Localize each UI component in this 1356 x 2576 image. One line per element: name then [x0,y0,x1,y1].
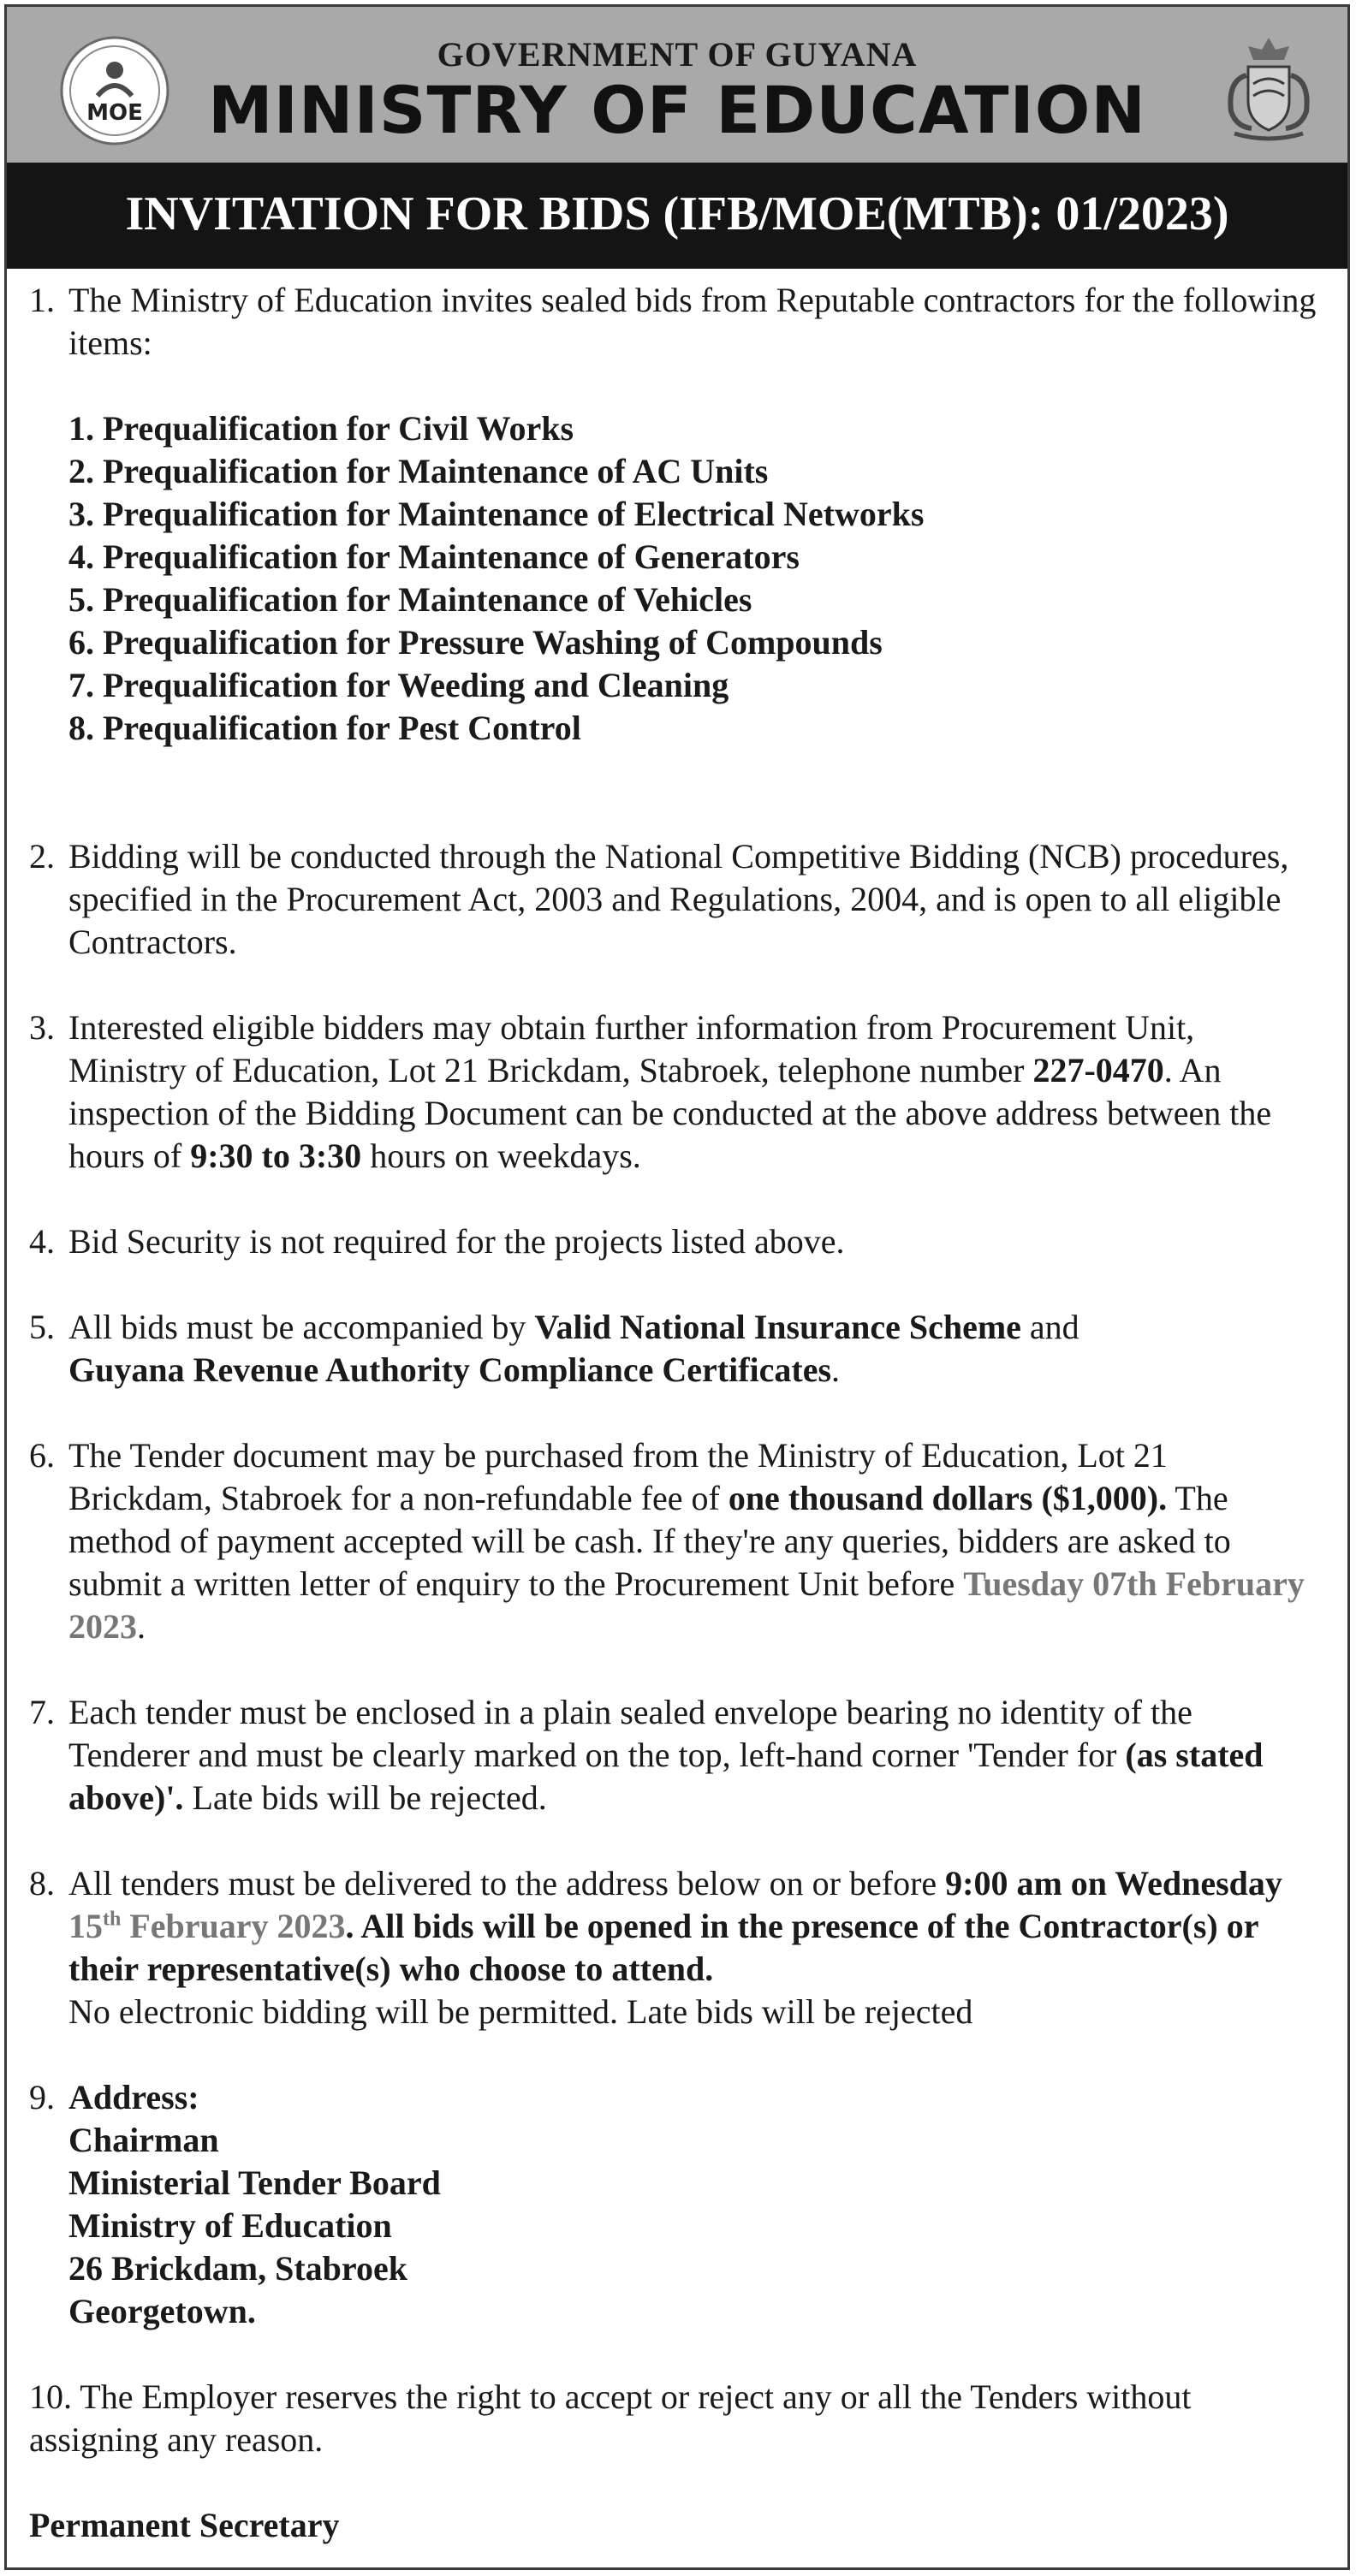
address-line: Georgetown. [68,2292,256,2330]
list-item: 3. Prequalification for Maintenance of Electrical Networks [68,495,925,533]
list-item: 6. Prequalification for Pressure Washing of Compounds [68,623,883,662]
signoff: Permanent Secretary [29,2506,340,2544]
address-label: Address: [68,2078,199,2116]
paragraph-number: 2. [29,837,55,875]
paragraph-text: Each tender must be enclosed in a plain sealed envelope bearing no identity of the Tenderer and must be clearly marked on the top, left-hand corner 'Tender for (as stated above)'. Late bids will be rejected. [68,1693,1264,1817]
paragraph-number: 8. [29,1864,55,1902]
list-item: 2. Prequalification for Maintenance of AC Units [68,452,769,490]
list-item: 4. Prequalification for Maintenance of Generators [68,537,800,576]
header [7,7,1347,163]
paragraph-10 [29,2376,1322,2461]
advertisement-frame [4,4,1350,2570]
paragraph-text: Bidding will be conducted through the National Competitive Bidding (NCB) procedures, specified in the Procurement Act, 2003 and Regulations, 2004, and is open to all eligible Contractors. [68,837,1289,961]
list-item: 7. Prequalification for Weeding and Cleaning [68,666,729,704]
phone-number: 227-0470 [1032,1051,1164,1089]
list-item: 8. Prequalification for Pest Control [68,709,581,747]
paragraph-number: 3. [29,1008,55,1047]
address-line: Chairman [68,2121,219,2159]
ifb-title: INVITATION FOR BIDS (IFB/MOE(MTB): 01/2023) [125,187,1229,240]
address-line: Ministerial Tender Board [68,2163,441,2202]
paragraph-text: Interested eligible bidders may obtain further information from Procurement Unit, Ministry of Education, Lot 21 Brickdam, Stabroek, telephone number 227-0470. An inspection of the Bidding Document can be conducted at the above address between the hours of 9:30 to 3:30 hours on weekdays. [68,1008,1272,1175]
inspection-hours: 9:30 to 3:30 [190,1137,362,1175]
paragraph-number: 6. [29,1436,55,1475]
address-block [68,2119,441,2333]
paragraph-number: 1. [29,281,55,319]
paragraph-text: The Tender document may be purchased from the Ministry of Education, Lot 21 Brickdam, Stabroek for a non-refundable fee of one thousand dollars ($1,000). The method of payment accepted will be cash. If they're any queries, bidders are asked to submit a written letter of enquiry to the Procurement Unit before Tuesday 07th February 2023. [68,1436,1305,1646]
paragraph-number: 10. [29,2377,72,2416]
government-title: GOVERNMENT OF GUYANA [437,35,918,74]
title-banner [7,163,1347,269]
paragraph-text: All tenders must be delivered to the address below on or before 9:00 am on Wednesday 15th February 2023. All bids will be opened in the presence of the Contractor(s) or their representative(s) who choose to attend. No electronic bidding will be permitted. Late bids will be rejected [68,1864,1282,2031]
paragraph-text: All bids must be accompanied by Valid National Insurance Scheme and Guyana Revenue Authority Compliance Certificates. [68,1308,1079,1389]
paragraph-number: 9. [29,2078,55,2116]
paragraph-number: 5. [29,1308,55,1346]
tender-fee: one thousand dollars ($1,000). [728,1479,1168,1517]
submission-date: 15th February 2023 [68,1907,346,1945]
paragraph-number: 4. [29,1222,55,1261]
guyana-coat-of-arms-icon [1216,33,1322,145]
paragraph-text: Bid Security is not required for the projects listed above. [68,1222,845,1261]
ministry-title: MINISTRY OF EDUCATION [208,72,1146,148]
list-item: 5. Prequalification for Maintenance of Vehicles [68,580,752,619]
address-line: Ministry of Education [68,2206,392,2245]
enquiry-deadline: Tuesday 07th February 2023 [68,1564,1305,1646]
paragraph-text: 10. The Employer reserves the right to accept or reject any or all the Tenders without assigning any reason. [29,2377,1192,2459]
paragraph-text: The Ministry of Education invites sealed bids from Reputable contractors for the following items: [68,281,1317,362]
paragraph-number: 7. [29,1693,55,1731]
logo-text: MOE [86,100,143,126]
list-item: 1. Prequalification for Civil Works [68,409,574,448]
address-line: 26 Brickdam, Stabroek [68,2249,407,2288]
prequalification-list [68,407,924,750]
